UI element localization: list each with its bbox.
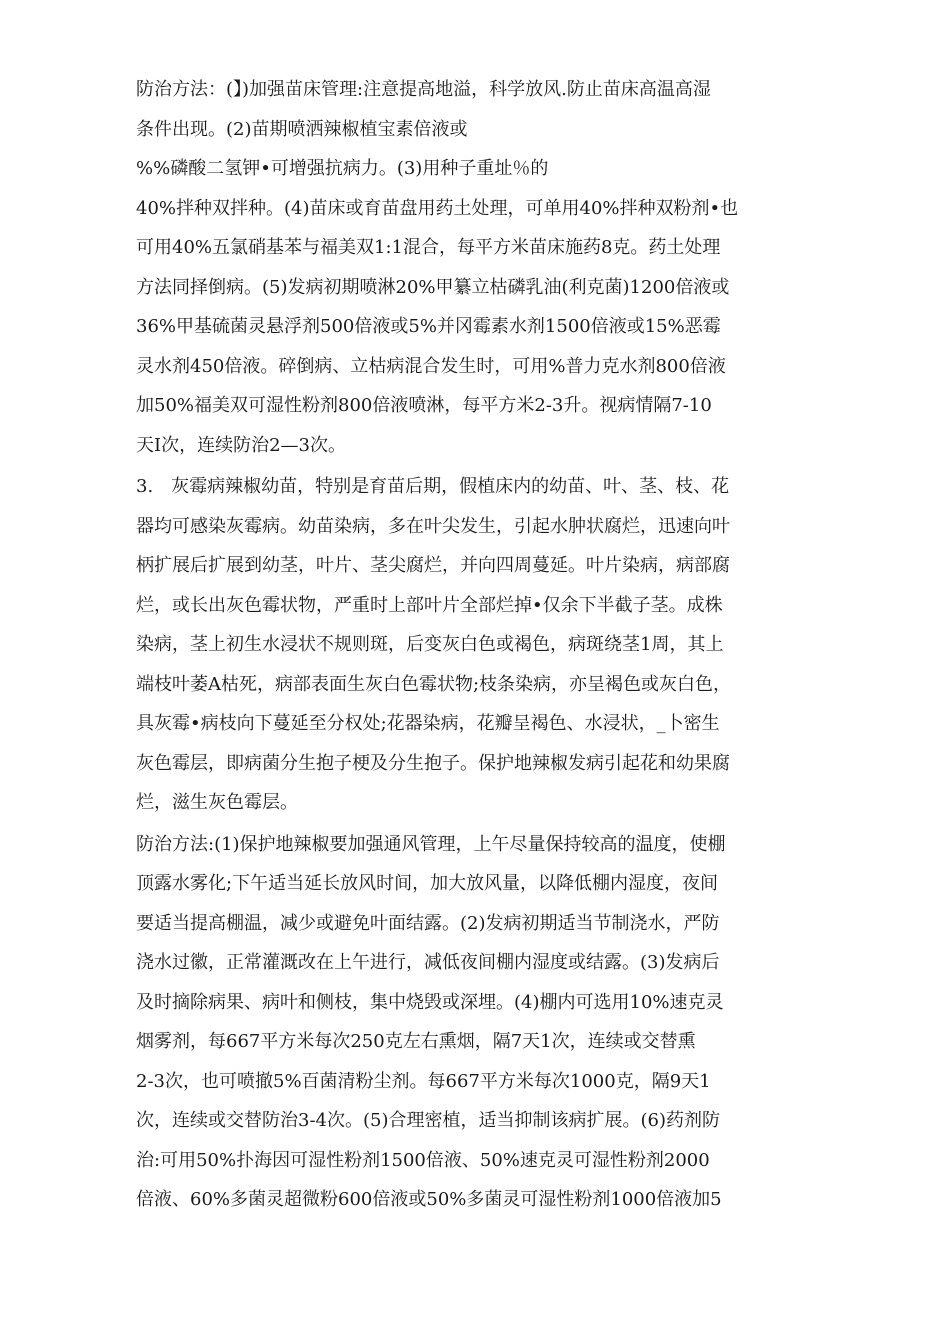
paragraph-gray-mold <box>136 467 776 823</box>
paragraph-gray-mold-control <box>136 825 776 1220</box>
text-line: 治:可用50%扑海因可湿性粉剂1500倍液、50%速克灵可湿性粉剂2000 <box>136 1149 710 1171</box>
text-line: 3. 灰霉病辣椒幼苗，特别是育苗后期，假植床内的幼苗、叶、茎、枝、花 <box>136 476 730 497</box>
text-line: 天I次，连续防治2—3次。 <box>136 434 347 456</box>
text-line: 烟雾剂，每667平方米每次250克左右熏烟，隔7天1次，连续或交替熏 <box>136 1031 696 1052</box>
text-line: 条件出现。(2)苗期喷洒辣椒植宝素倍液或 <box>136 118 468 140</box>
text-line: 40%拌种双拌种。(4)苗床或育苗盘用药土处理，可单用40%拌种双粉剂•也 <box>136 197 739 219</box>
text-line: 次，连续或交替防治3-4次。(5)合理密植，适当抑制该病扩展。(6)药剂防 <box>136 1110 720 1131</box>
text-line: 灰色霉层，即病菌分生抱子梗及分生抱子。保护地辣椒发病引起花和幼果腐 <box>136 752 730 774</box>
text-line: 端枝叶萎A枯死，病部表面生灰白色霉状物;枝条染病，亦呈褐色或灰白色， <box>136 673 732 695</box>
text-line: 2-3次，也可喷撤5%百菌清粉尘剂。每667平方米每次1000克，隔9天1 <box>136 1070 711 1092</box>
text-line: 及时摘除病果、病叶和侧枝，集中烧毁或深埋。(4)棚内可选用10%速克灵 <box>136 991 724 1013</box>
paragraph-seedling-control <box>136 70 776 465</box>
text-line: 防治方法：(】)加强苗床管理:注意提高地溢，科学放风.防止苗床高温高湿 <box>136 79 711 100</box>
text-line: 器均可感染灰霉病。幼苗染病，多在叶尖发生，引起水肿状腐烂，迅速向叶 <box>136 515 730 537</box>
document-page <box>136 70 776 1220</box>
text-line: 柄扩展后扩展到幼茎，叶片、茎尖腐烂，并向四周蔓延。叶片染病，病部腐 <box>136 555 730 576</box>
text-line: 36%甲基硫菌灵悬浮剂500倍液或5%并冈霉素水剂1500倍液或15%恶霉 <box>136 316 721 337</box>
text-line: 染病，茎上初生水浸状不规则斑，后变灰白色或褐色，病斑绕茎1周，其上 <box>136 634 724 655</box>
text-line: 顶露水雾化;下午适当延长放风时间，加大放风量，以降低棚内湿度，夜间 <box>136 873 719 894</box>
text-line: %%磷酸二氢钾•可增强抗病力。(3)用种子重址％的 <box>136 158 549 179</box>
text-line: 方法同择倒病。(5)发病初期喷淋20%甲纂立枯磷乳油(利克菌)1200倍液或 <box>136 276 730 298</box>
text-line: 可用40%五氯硝基苯与福美双1:1混合，每平方米苗床施药8克。药土处理 <box>136 237 721 258</box>
text-line: 倍液、60%多菌灵超微粉600倍液或50%多菌灵可湿性粉剂1000倍液加5 <box>136 1189 722 1210</box>
text-line: 要适当提高棚温，减少或避免叶面结露。(2)发病初期适当节制浇水，严防 <box>136 912 720 934</box>
text-line: 烂，或长出灰色霉状物，严重时上部叶片全部烂掉•仅余下半截子茎。成株 <box>136 594 723 616</box>
text-line: 加50%福美双可湿性粉剂800倍液喷淋，每平方米2-3升。视病情隔7-10 <box>136 395 712 416</box>
text-line: 浇水过徽，正常灌溉改在上午进行，减低夜间棚内湿度或结露。(3)发病后 <box>136 952 720 973</box>
text-line: 灵水剂450倍液。碎倒病、立枯病混合发生时，可用%普力克水剂800倍液 <box>136 355 726 377</box>
text-line: 烂，滋生灰色霉层。 <box>136 792 298 813</box>
text-line: 防治方法:(1)保护地辣椒要加强通风管理，上午尽量保持较高的温度，使棚 <box>136 833 726 855</box>
text-line: 具灰霉•病枝向下蔓延至分权处;花器染病，花瓣呈褐色、水浸状，_卜密生 <box>136 713 720 734</box>
